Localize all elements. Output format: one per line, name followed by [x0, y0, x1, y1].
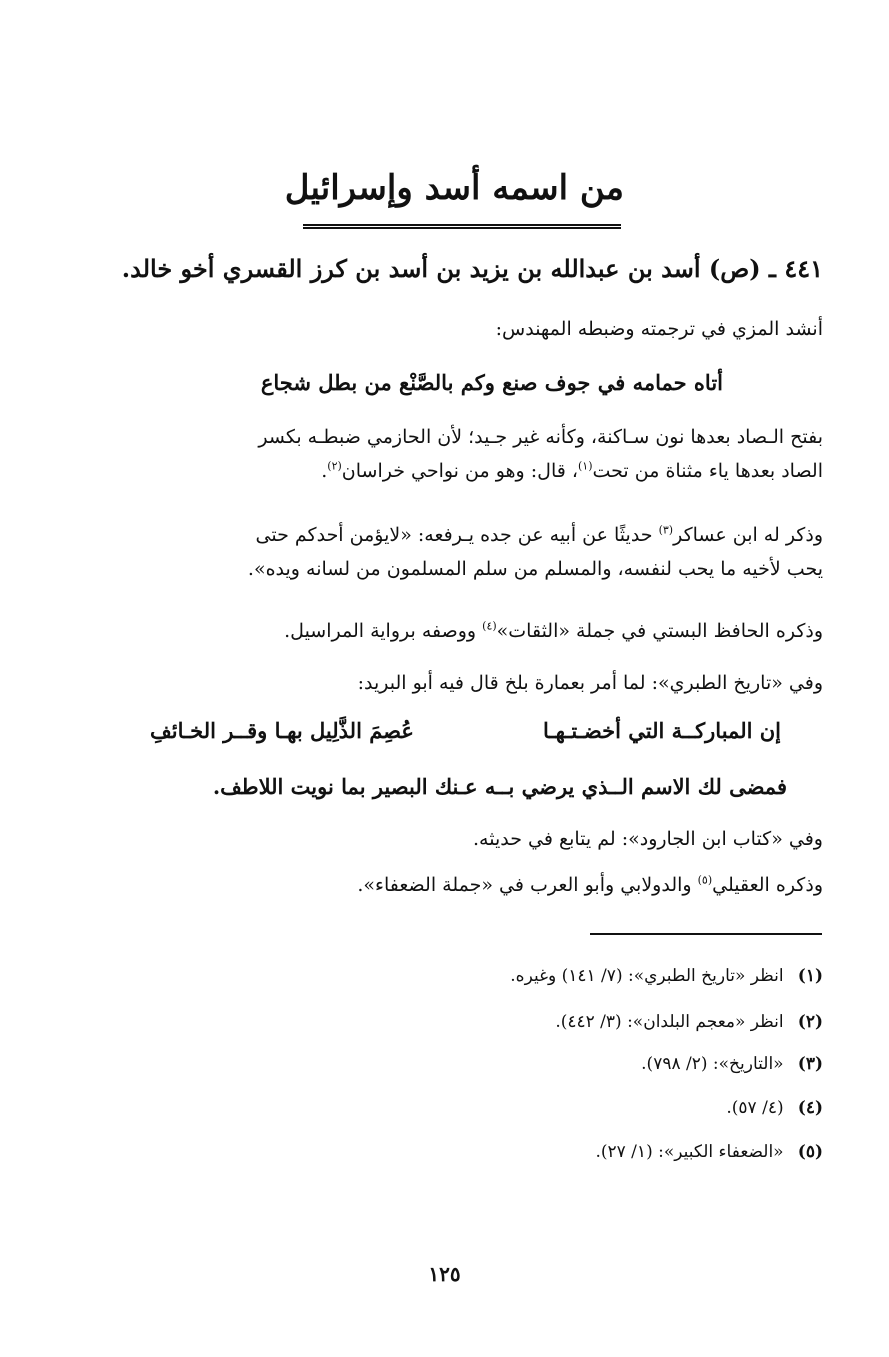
footnote-2 — [555, 1008, 823, 1036]
footnote-text: (٤/ ٥٧). — [726, 1098, 784, 1118]
footnote-number: (٤) — [797, 1098, 823, 1118]
footnote-ref-1: (١) — [578, 459, 593, 473]
text-span: وذكر له ابن عساكر — [673, 524, 823, 546]
footnote-1 — [510, 962, 823, 990]
footnote-ref-2: (٢) — [327, 459, 342, 473]
footnote-ref-3: (٣) — [658, 523, 674, 537]
footnote-text: «الضعفاء الكبير»: (١/ ٢٧). — [595, 1142, 784, 1162]
paragraph-1-line-1: بفتح الـصاد بعدها نون سـاكنة، وكأنه غير جـيد؛ لأن الحازمي ضبطـه بكسر — [258, 426, 823, 448]
footnote-5 — [595, 1138, 823, 1166]
page-number: ١٢٥ — [428, 1262, 461, 1286]
paragraph-2-line-1 — [107, 518, 823, 552]
footnote-text: «التاريخ»: (٢/ ٧٩٨). — [641, 1054, 784, 1074]
text-span: . — [321, 460, 328, 482]
text-span: ووصفه برواية المراسيل. — [284, 620, 483, 642]
paragraph-3 — [107, 614, 823, 648]
entry-heading: ٤٤١ ـ (ص) أسد بن عبدالله بن يزيد بن أسد بن كرز القسري أخو خالد. — [121, 254, 823, 283]
text-span: الصاد بعدها ياء مثناة من تحت — [592, 460, 823, 482]
footnote-text: انظر «تاريخ الطبري»: (٧/ ١٤١) وغيره. — [510, 966, 784, 986]
text-span: وذكره العقيلي — [712, 874, 823, 896]
paragraph-1-line-2 — [107, 454, 823, 488]
intro-line: أنشد المزي في ترجمته وضبطه المهندس: — [495, 318, 823, 340]
text-span: وذكره الحافظ البستي في جملة «الثقات» — [496, 620, 823, 642]
text-span: والدولابي وأبو العرب في «جملة الضعفاء». — [357, 874, 698, 896]
paragraph-2 — [107, 518, 823, 586]
footnote-number: (٥) — [797, 1142, 823, 1162]
chapter-title-block — [284, 160, 624, 229]
verse-line-3: فمضى لك الاسم الــذي يرضي بــه عـنك البصير بما نويت اللاطف. — [212, 774, 787, 799]
footnote-3 — [641, 1050, 823, 1078]
footnote-number: (١) — [797, 966, 823, 986]
verse-line-2-right: إن المباركــة التي أخضـتـهـا — [543, 718, 781, 743]
chapter-title: من اسمه أسد وإسرائيل — [284, 168, 624, 208]
footnote-text: انظر «معجم البلدان»: (٣/ ٤٤٢). — [555, 1012, 784, 1032]
paragraph-6 — [107, 868, 823, 902]
verse-line-1: أتاه حمامه في جوف صنع وكم بالصَّنْع من بطل شجاع — [260, 370, 723, 395]
paragraph-5: وفي «كتاب ابن الجارود»: لم يتابع في حديثه. — [473, 828, 823, 850]
footnote-separator — [590, 933, 822, 935]
footnote-ref-5: (٥) — [697, 873, 713, 887]
verse-line-2-left: عُصِمَ الذَّلِيل بهـا وقــر الخـائفِ — [150, 718, 414, 743]
footnote-4 — [726, 1094, 823, 1122]
footnote-ref-4: (٤) — [482, 619, 497, 633]
text-span: حديثًا عن أبيه عن جده يـرفعه: «لايؤمن أحدكم حتى — [255, 524, 659, 546]
footnote-number: (٣) — [797, 1054, 823, 1074]
paragraph-4: وفي «تاريخ الطبري»: لما أمر بعمارة بلخ قال فيه أبو البريد: — [357, 672, 823, 694]
paragraph-1 — [107, 420, 823, 488]
footnote-number: (٢) — [797, 1012, 823, 1032]
text-span: ، قال: وهو من نواحي خراسان — [341, 460, 578, 482]
paragraph-2-line-2: يحب لأخيه ما يحب لنفسه، والمسلم من سلم المسلمون من لسانه ويده». — [247, 558, 823, 580]
title-underline — [303, 224, 621, 229]
